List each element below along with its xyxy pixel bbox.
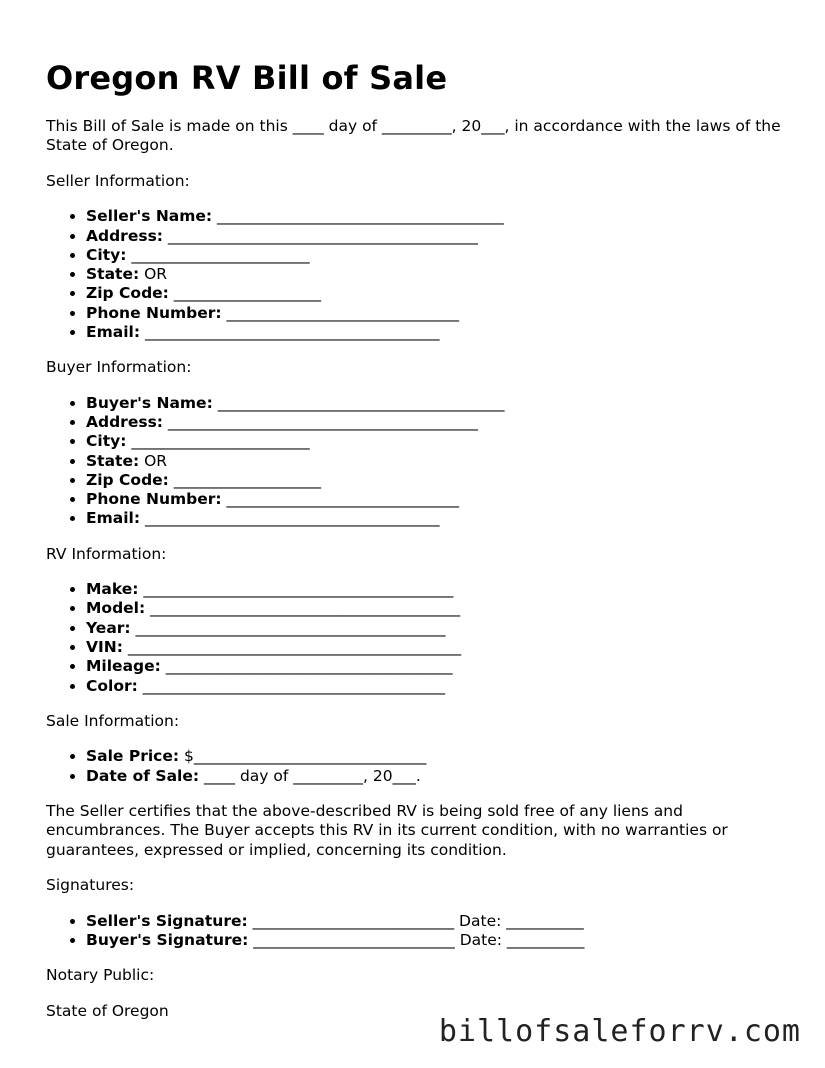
seller-section-heading: Seller Information: (46, 171, 190, 190)
notary-heading: Notary Public: (46, 966, 155, 985)
rv-field-list (46, 580, 786, 696)
buyer-phone-field: • Phone Number: ______________________________ (86, 490, 786, 509)
rv-make-field: • Make: ________________________________________ (86, 580, 786, 599)
buyer-city-field: • City: _______________________ (86, 432, 786, 451)
buyer-field-list (46, 394, 786, 529)
buyer-section-heading: Buyer Information: (46, 358, 192, 377)
seller-address-field: • Address: ________________________________________ (86, 227, 786, 246)
seller-state-field: • State: OR (86, 265, 786, 284)
state-line: State of Oregon (46, 1001, 169, 1020)
signatures-section-heading: Signatures: (46, 876, 135, 895)
document-page (46, 0, 786, 1021)
seller-phone-field: • Phone Number: ______________________________ (86, 304, 786, 323)
rv-model-field: • Model: ________________________________________ (86, 599, 786, 618)
buyer-state-field: • State: OR (86, 452, 786, 471)
rv-year-field: • Year: ________________________________________ (86, 619, 786, 638)
buyer-zip-field: • Zip Code: ___________________ (86, 471, 786, 490)
signature-field-list (46, 912, 786, 951)
certification-paragraph: The Seller certifies that the above-described RV is being sold free of any liens and encumbrances. The Buyer accepts this RV in its current condition, with no warranties or guarantees, expressed or implied, concerning its condition. (46, 801, 728, 859)
site-watermark: billofsaleforrv.com (438, 1014, 801, 1049)
rv-section-heading: RV Information: (46, 544, 167, 563)
buyer-address-field: • Address: ________________________________________ (86, 413, 786, 432)
seller-signature-field: • Seller's Signature: __________________________ Date: __________ (86, 912, 786, 931)
seller-city-field: • City: _______________________ (86, 246, 786, 265)
sale-section-heading: Sale Information: (46, 711, 180, 730)
buyer-name-field: • Buyer's Name: _____________________________________ (86, 394, 786, 413)
seller-email-field: • Email: ______________________________________ (86, 323, 786, 342)
buyer-email-field: • Email: ______________________________________ (86, 509, 786, 528)
seller-field-list (46, 207, 786, 342)
document-title: Oregon RV Bill of Sale (46, 59, 448, 97)
seller-name-field: • Seller's Name: _____________________________________ (86, 207, 786, 226)
seller-zip-field: • Zip Code: ___________________ (86, 284, 786, 303)
rv-color-field: • Color: _______________________________________ (86, 677, 786, 696)
sale-date-field: • Date of Sale: ____ day of _________, 20___. (86, 767, 786, 786)
intro-paragraph: This Bill of Sale is made on this ____ day of _________, 20___, in accordance with the laws of the State of Oregon. (46, 117, 781, 155)
rv-mileage-field: • Mileage: _____________________________________ (86, 657, 786, 676)
sale-price-field: • Sale Price: $______________________________ (86, 747, 786, 766)
sale-field-list (46, 747, 786, 786)
rv-vin-field: • VIN: ___________________________________________ (86, 638, 786, 657)
buyer-signature-field: • Buyer's Signature: __________________________ Date: __________ (86, 931, 786, 950)
